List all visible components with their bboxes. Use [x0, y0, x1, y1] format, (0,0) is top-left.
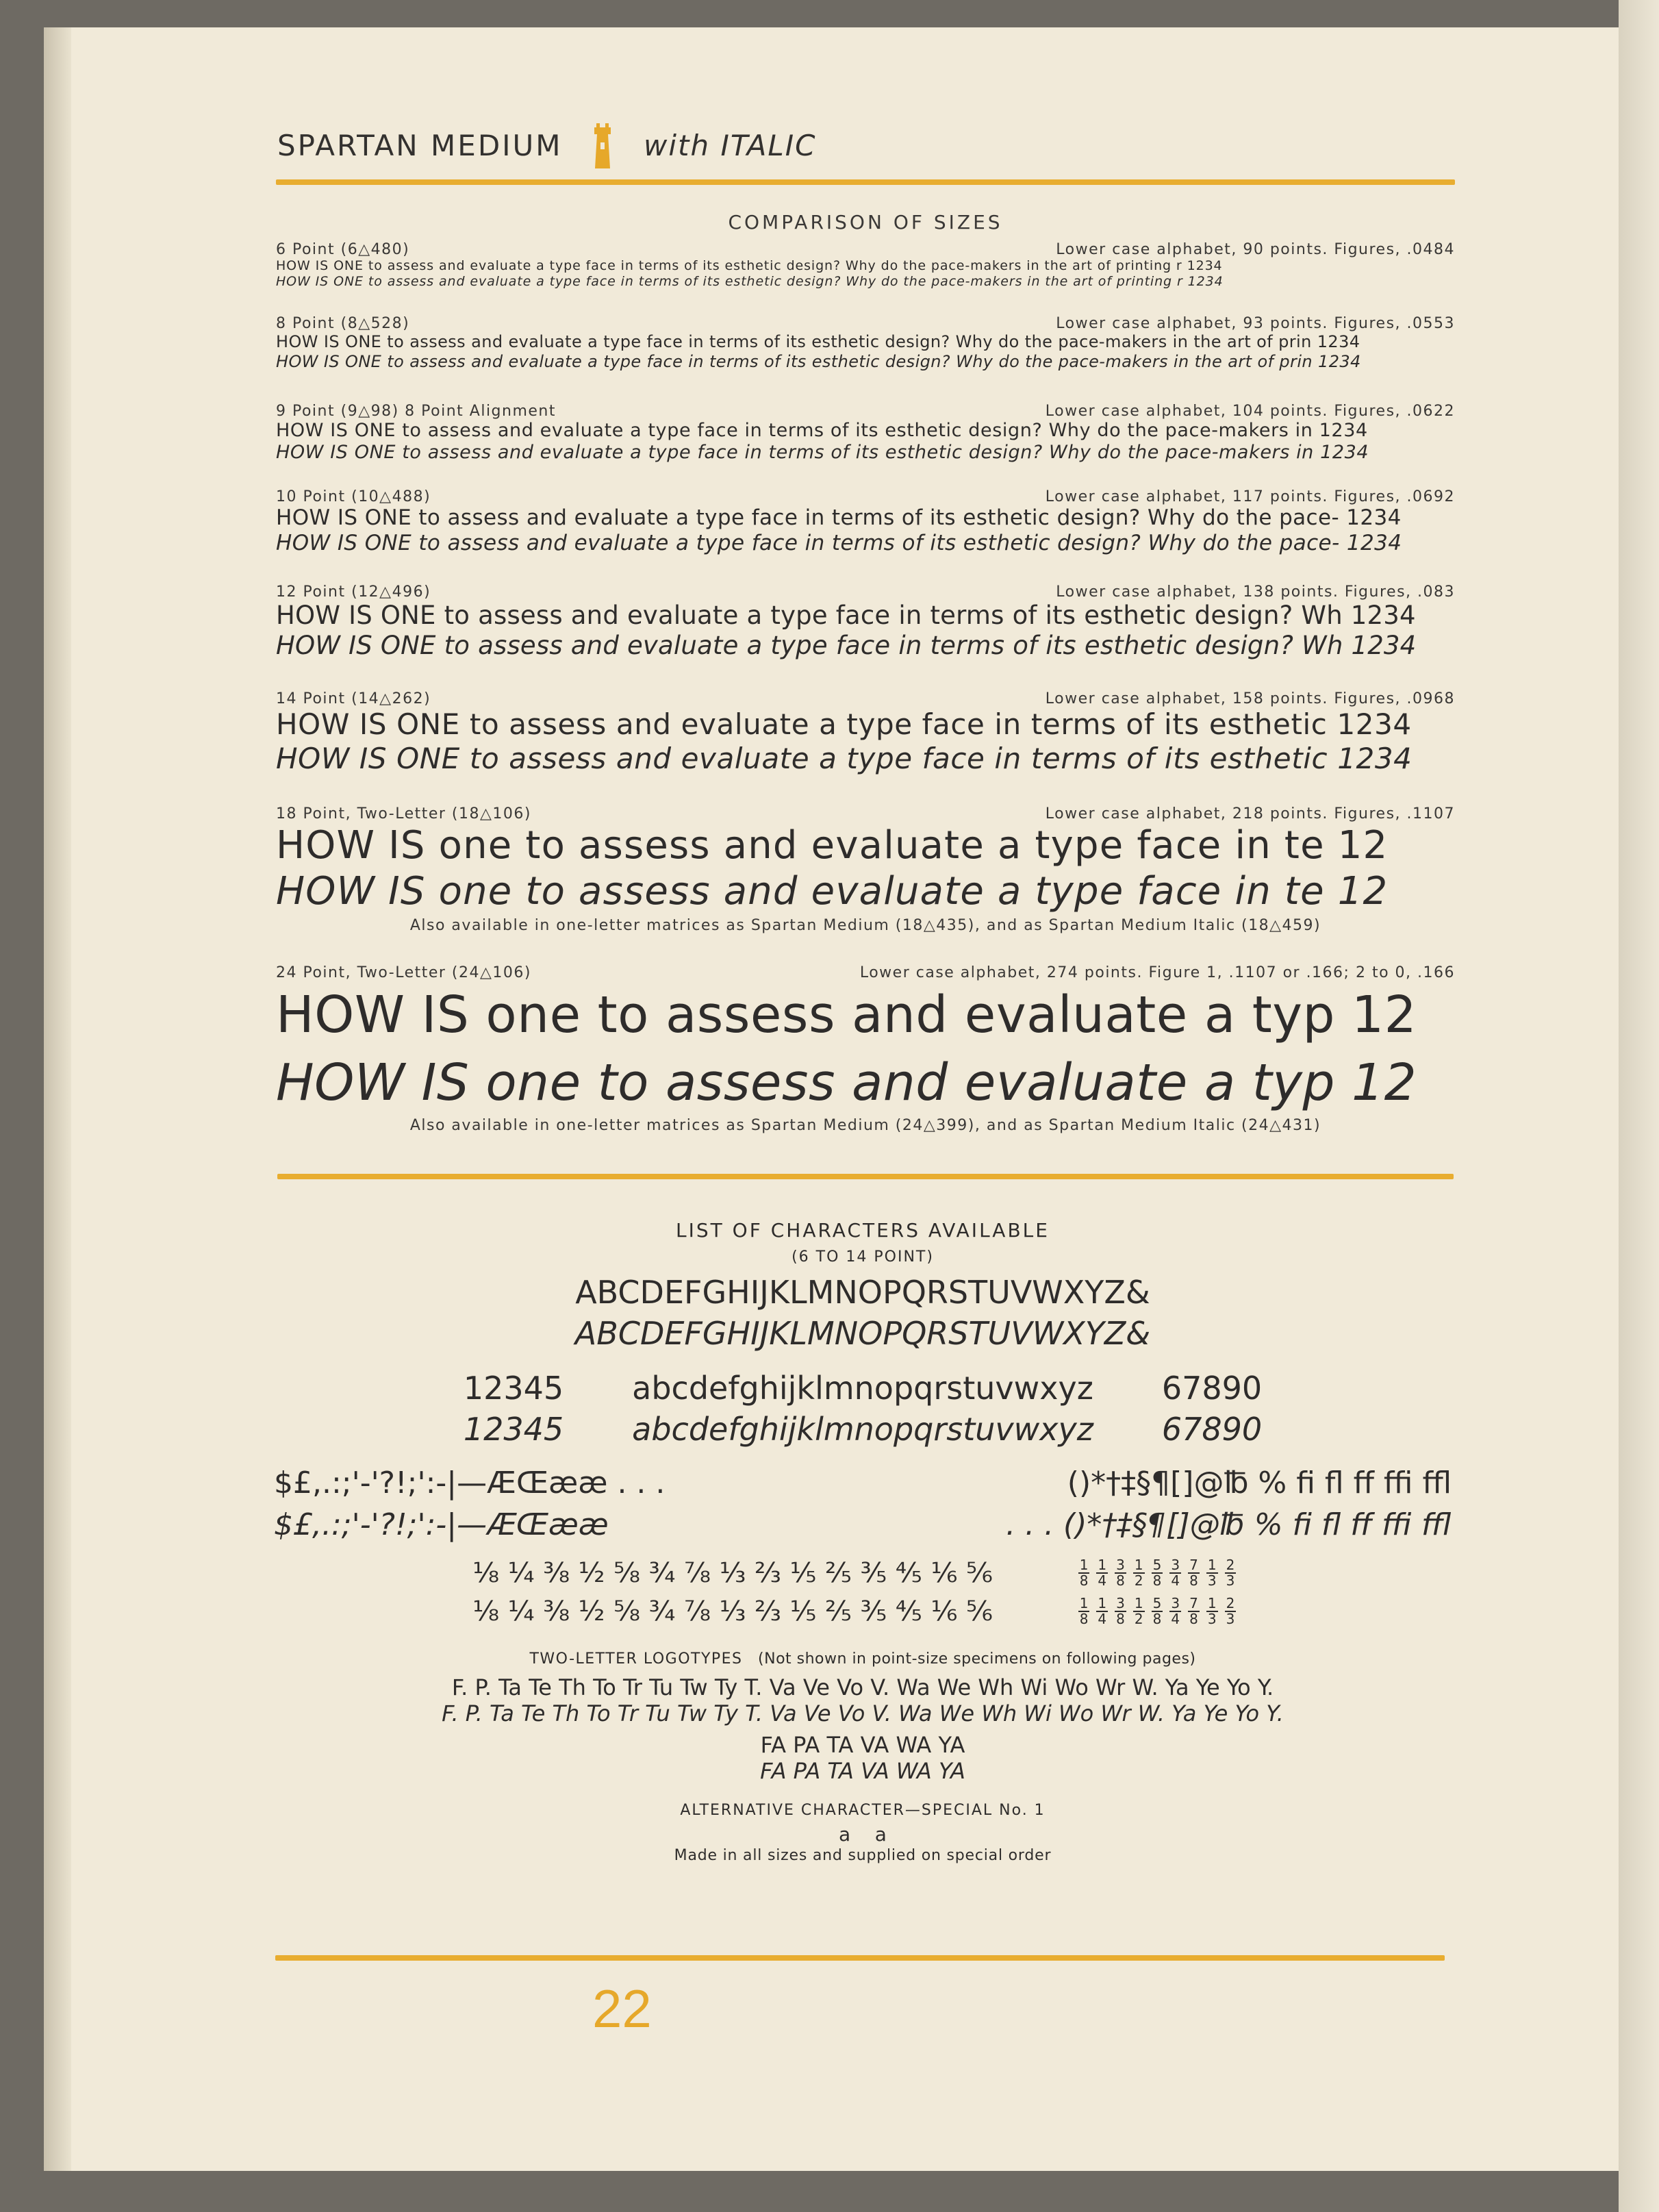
adjacent-page-edge — [1619, 0, 1659, 2212]
fraction-numerator: 1 — [1098, 1594, 1107, 1611]
spec-10pt — [276, 488, 1455, 556]
spec-24pt — [276, 964, 1455, 1134]
fraction-denominator: 8 — [1189, 1572, 1198, 1589]
fraction-denominator: 3 — [1226, 1572, 1235, 1589]
fraction-denominator: 8 — [1152, 1610, 1162, 1627]
alternative-characters: a a — [839, 1822, 887, 1846]
spec-roman-line: HOW IS ONE to assess and evaluate a type face in terms of its esthetic 1234 — [276, 707, 1412, 741]
spec-8pt — [276, 315, 1455, 372]
fraction-denominator: 3 — [1226, 1610, 1235, 1627]
spec-info: Lower case alphabet, 218 points. Figures, .1107 — [1045, 805, 1455, 822]
spec-info: Lower case alphabet, 138 points. Figures, .083 — [1056, 583, 1455, 601]
stacked-fraction — [1188, 1596, 1200, 1626]
fraction-denominator: 2 — [1134, 1610, 1143, 1627]
tower-logo-icon — [592, 123, 613, 171]
lowercase-alphabet: abcdefghijklmnopqrstuvwxyz — [632, 1410, 1093, 1448]
fraction-denominator: 4 — [1171, 1572, 1180, 1589]
fraction-denominator: 4 — [1098, 1572, 1107, 1589]
spec-label: 12 Point (12△496) — [276, 583, 431, 601]
fraction-denominator: 8 — [1116, 1610, 1125, 1627]
spec-italic-line: HOW IS one to assess and evaluate a type face in te 12 — [276, 869, 1389, 914]
page-binding-edge — [44, 27, 71, 2171]
fraction-denominator: 8 — [1079, 1572, 1089, 1589]
punctuation-roman-row — [274, 1466, 1452, 1500]
spec-roman-line: HOW IS ONE to assess and evaluate a type face in terms of its esthetic design? Wh 1234 — [276, 601, 1416, 630]
uppercase-italic: ABCDEFGHIJKLMNOPQRSTUVWXYZ& — [574, 1314, 1151, 1352]
stacked-fraction — [1115, 1596, 1126, 1626]
spec-italic-line: HOW IS ONE to assess and evaluate a type face in terms of its esthetic design? Why do the pace- 1234 — [276, 531, 1402, 556]
logotypes-heading: TWO-LETTER LOGOTYPES — [529, 1650, 743, 1668]
spec-14pt — [276, 690, 1455, 777]
spec-label: 9 Point (9△98) 8 Point Alignment — [276, 403, 557, 420]
spec-18pt — [276, 805, 1455, 934]
characters-heading: LIST OF CHARACTERS AVAILABLE — [676, 1219, 1050, 1242]
stacked-fraction — [1078, 1558, 1090, 1588]
header-rule — [276, 179, 1455, 185]
symbols-group: ()*†‡§¶[]@℔ % ﬁ ﬂ ﬀ ﬃ ﬄ — [1067, 1465, 1452, 1500]
characters-section — [274, 1219, 1452, 1864]
fraction-denominator: 3 — [1207, 1610, 1217, 1627]
punctuation-group: $£,.:;'-'?!;':-|—ÆŒææ . . . — [274, 1465, 666, 1500]
characters-subheading: (6 TO 14 POINT) — [791, 1248, 934, 1266]
spec-italic-line: HOW IS one to assess and evaluate a typ 12 — [276, 1053, 1417, 1112]
fraction-numerator: 3 — [1116, 1556, 1125, 1573]
stacked-fraction — [1152, 1558, 1163, 1588]
stacked-fractions — [1027, 1596, 1287, 1626]
fraction-numerator: 5 — [1152, 1594, 1162, 1611]
fraction-numerator: 1 — [1079, 1594, 1089, 1611]
fraction-numerator: 2 — [1226, 1594, 1235, 1611]
figures-left: 12345 — [463, 1369, 564, 1407]
bottom-rule — [275, 1955, 1445, 1961]
spec-info: Lower case alphabet, 274 points. Figure 1, .1107 or .166; 2 to 0, .166 — [859, 964, 1455, 981]
spec-label: 18 Point, Two-Letter (18△106) — [276, 805, 531, 822]
logotypes-italic: F. P. Ta Te Th To Tr Tu Tw Ty T. Va Ve Vo V. Wa We Wh Wi Wo Wr W. Ya Ye Yo Y. — [442, 1700, 1284, 1726]
fraction-numerator: 1 — [1207, 1556, 1217, 1573]
stacked-fraction — [1133, 1596, 1145, 1626]
stacked-fraction — [1188, 1558, 1200, 1588]
spec-label: 8 Point (8△528) — [276, 315, 410, 332]
spec-note: Also available in one-letter matrices as Spartan Medium (18△435), and as Spartan Medium Italic (18△459) — [409, 917, 1321, 935]
alternative-heading: ALTERNATIVE CHARACTER—SPECIAL No. 1 — [680, 1801, 1046, 1819]
fraction-numerator: 7 — [1189, 1556, 1198, 1573]
spec-info: Lower case alphabet, 90 points. Figures, .0484 — [1056, 241, 1455, 258]
fraction-denominator: 4 — [1171, 1610, 1180, 1627]
spec-info: Lower case alphabet, 93 points. Figures, .0553 — [1056, 315, 1455, 332]
lowercase-roman-row — [274, 1370, 1452, 1407]
header-title: SPARTAN MEDIUM — [277, 129, 563, 162]
fraction-denominator: 8 — [1152, 1572, 1162, 1589]
fraction-numerator: 7 — [1189, 1594, 1198, 1611]
punctuation-group: $£,.:;'-'?!;':-|—ÆŒææ — [274, 1507, 609, 1542]
fraction-numerator: 3 — [1116, 1594, 1125, 1611]
middle-rule — [277, 1174, 1454, 1179]
stacked-fraction — [1152, 1596, 1163, 1626]
figures-right: 67890 — [1161, 1410, 1263, 1448]
spec-info: Lower case alphabet, 117 points. Figures, .0692 — [1045, 488, 1455, 505]
lowercase-alphabet: abcdefghijklmnopqrstuvwxyz — [632, 1369, 1093, 1407]
stacked-fraction — [1133, 1558, 1145, 1588]
fraction-numerator: 5 — [1152, 1556, 1162, 1573]
stacked-fraction — [1206, 1596, 1218, 1626]
fraction-numerator: 2 — [1226, 1556, 1235, 1573]
spec-italic-line: HOW IS ONE to assess and evaluate a type face in terms of its esthetic 1234 — [276, 742, 1413, 776]
fraction-numerator: 3 — [1171, 1594, 1180, 1611]
spec-6pt — [276, 241, 1455, 290]
figures-right: 67890 — [1161, 1369, 1263, 1407]
spec-roman-line: HOW IS ONE to assess and evaluate a type face in terms of its esthetic design? Why do the pace- 1234 — [276, 505, 1402, 530]
fraction-denominator: 3 — [1207, 1572, 1217, 1589]
fraction-numerator: 1 — [1134, 1594, 1143, 1611]
header-subtitle: with ITALIC — [644, 129, 817, 162]
spec-roman-line: HOW IS ONE to assess and evaluate a type face in terms of its esthetic design? Why do the pace-makers in the art of printing r 1234 — [276, 258, 1223, 273]
punctuation-italic-row — [274, 1507, 1452, 1542]
logotypes-note: (Not shown in point-size specimens on following pages) — [758, 1650, 1196, 1668]
comparison-heading: COMPARISON OF SIZES — [728, 211, 1003, 234]
spec-note: Also available in one-letter matrices as Spartan Medium (24△399), and as Spartan Medium Italic (24△431) — [409, 1117, 1321, 1135]
symbols-group: . . . ()*†‡§¶[]@℔ % ﬁ ﬂ ﬀ ﬃ ﬄ — [1006, 1507, 1452, 1542]
spec-italic-line: HOW IS ONE to assess and evaluate a type face in terms of its esthetic design? Why do the pace-makers in the art of prin 1234 — [276, 351, 1361, 371]
uppercase-roman: ABCDEFGHIJKLMNOPQRSTUVWXYZ& — [575, 1274, 1150, 1311]
spec-italic-line: HOW IS ONE to assess and evaluate a type face in terms of its esthetic design? Why do the pace-makers in 1234 — [276, 442, 1369, 464]
spec-italic-line: HOW IS ONE to assess and evaluate a type face in terms of its esthetic design? Wh 1234 — [276, 631, 1417, 661]
spec-roman-line: HOW IS one to assess and evaluate a type face in te 12 — [276, 823, 1389, 868]
spec-roman-line: HOW IS ONE to assess and evaluate a type face in terms of its esthetic design? Why do the pace-makers in the art of prin 1234 — [276, 332, 1360, 351]
caps-logotypes-italic: FA PA TA VA WA YA — [760, 1757, 965, 1784]
stacked-fraction — [1096, 1596, 1108, 1626]
stacked-fraction — [1225, 1558, 1237, 1588]
fractions-roman-row — [274, 1557, 1452, 1589]
spec-label: 14 Point (14△262) — [276, 690, 431, 707]
stacked-fraction — [1096, 1558, 1108, 1588]
fraction-denominator: 8 — [1116, 1572, 1125, 1589]
caps-logotypes-roman: FA PA TA VA WA YA — [760, 1731, 965, 1758]
fraction-numerator: 3 — [1171, 1556, 1180, 1573]
fractions: ⅛ ¼ ⅜ ½ ⅝ ¾ ⅞ ⅓ ⅔ ⅕ ⅖ ⅗ ⅘ ⅙ ⅚ — [472, 1595, 993, 1627]
spec-label: 10 Point (10△488) — [276, 488, 431, 505]
fraction-denominator: 2 — [1134, 1572, 1143, 1589]
spec-12pt — [276, 583, 1455, 662]
spec-label: 24 Point, Two-Letter (24△106) — [276, 964, 531, 981]
spec-roman-line: HOW IS ONE to assess and evaluate a type face in terms of its esthetic design? Why do the pace-makers in 1234 — [276, 420, 1368, 441]
fraction-denominator: 4 — [1098, 1610, 1107, 1627]
spec-roman-line: HOW IS one to assess and evaluate a typ 12 — [276, 985, 1417, 1044]
stacked-fractions — [1027, 1558, 1287, 1588]
stacked-fraction — [1206, 1558, 1218, 1588]
fraction-denominator: 8 — [1079, 1610, 1089, 1627]
fraction-numerator: 1 — [1098, 1556, 1107, 1573]
spec-italic-line: HOW IS ONE to assess and evaluate a type face in terms of its esthetic design? Why do the pace-makers in the art of printing r 1234 — [276, 273, 1224, 289]
spec-label: 6 Point (6△480) — [276, 241, 410, 258]
stacked-fraction — [1078, 1596, 1090, 1626]
fraction-numerator: 1 — [1079, 1556, 1089, 1573]
fractions: ⅛ ¼ ⅜ ½ ⅝ ¾ ⅞ ⅓ ⅔ ⅕ ⅖ ⅗ ⅘ ⅙ ⅚ — [472, 1557, 993, 1589]
alternative-note: Made in all sizes and supplied on special order — [674, 1846, 1052, 1864]
fractions-italic-row — [274, 1596, 1452, 1627]
logotypes-roman: F. P. Ta Te Th To Tr Tu Tw Ty T. Va Ve Vo V. Wa We Wh Wi Wo Wr W. Ya Ye Yo Y. — [451, 1674, 1274, 1700]
fraction-numerator: 1 — [1134, 1556, 1143, 1573]
page-number: 22 — [592, 1978, 652, 2039]
fraction-numerator: 1 — [1207, 1594, 1217, 1611]
spec-9pt — [276, 403, 1455, 464]
fraction-denominator: 8 — [1189, 1610, 1198, 1627]
figures-left: 12345 — [463, 1410, 564, 1448]
stacked-fraction — [1225, 1596, 1237, 1626]
stacked-fraction — [1169, 1596, 1181, 1626]
page-header — [277, 129, 1455, 177]
spec-info: Lower case alphabet, 158 points. Figures, .0968 — [1045, 690, 1455, 707]
logotypes-heading-row — [274, 1650, 1452, 1668]
stacked-fraction — [1169, 1558, 1181, 1588]
lowercase-italic-row — [274, 1411, 1452, 1448]
spec-info: Lower case alphabet, 104 points. Figures, .0622 — [1045, 403, 1455, 420]
stacked-fraction — [1115, 1558, 1126, 1588]
